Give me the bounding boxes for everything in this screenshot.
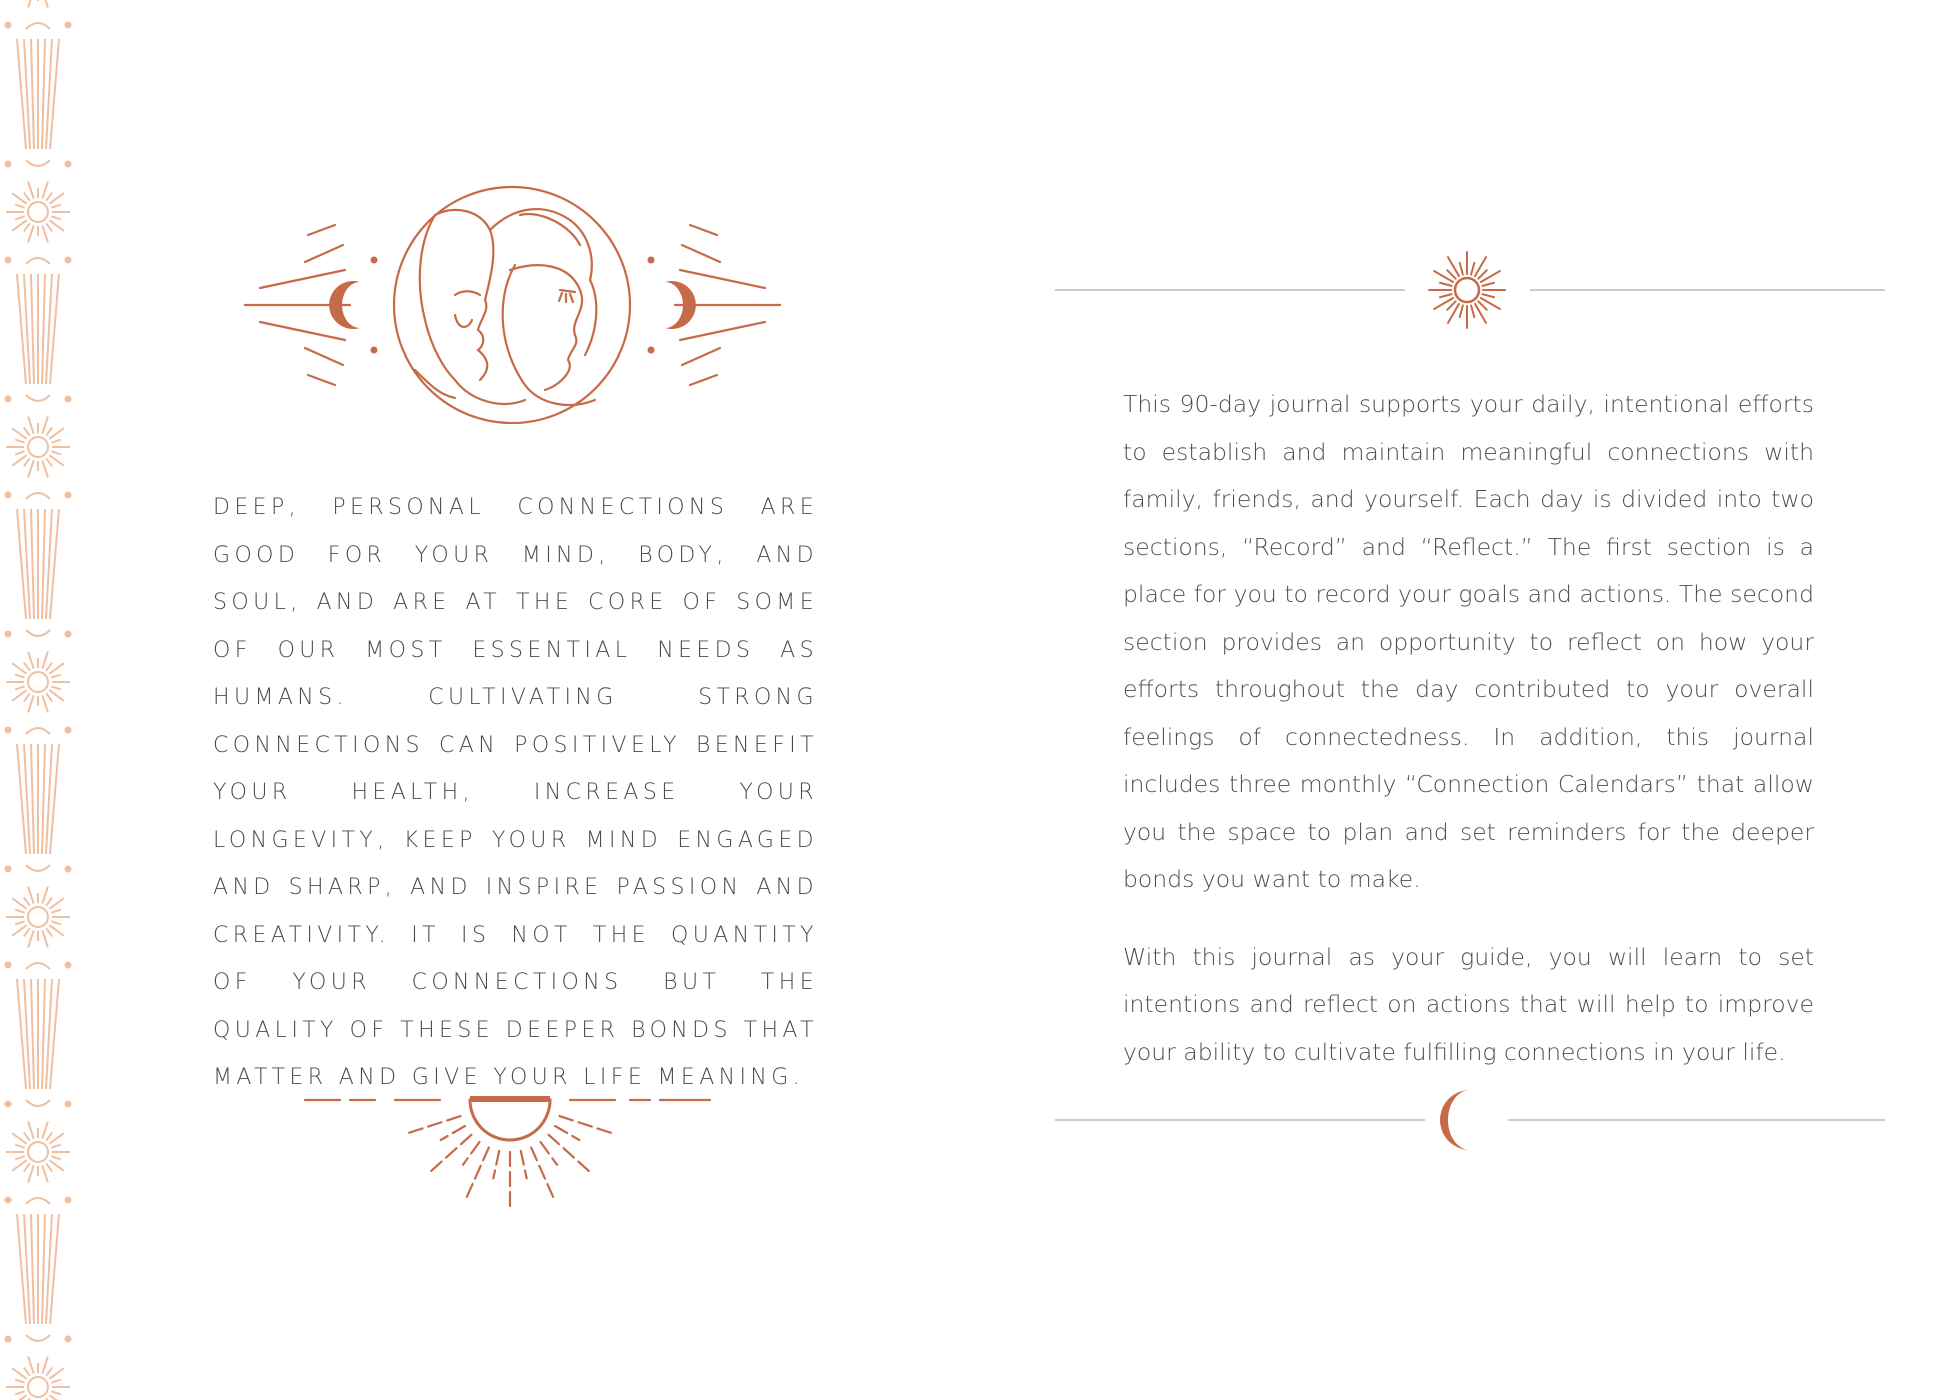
description-text xyxy=(1123,381,1814,1106)
half-sun-rays-icon xyxy=(300,1085,720,1220)
sun-moon-border-pattern xyxy=(0,0,80,1400)
two-faces-circle-emblem xyxy=(240,170,800,440)
intro-text: DEEP, PERSONAL CONNECTIONS ARE GOOD FOR YOUR MIND, BODY, AND SOUL, AND ARE AT THE CORE OF SOME OF OUR MOST ESSENTIAL NEEDS AS HUMANS. CULTIVATING STRONG CONNECTIONS CAN POSITIVELY BENEFIT YOUR HEALTH, INCREASE YOUR LONGEVITY, KEEP YOUR MIND ENGAGED AND SHARP, AND INSPIRE PASSION AND CREATIVITY. IT IS NOT THE QUANTITY OF YOUR CONNECTIONS BUT THE QUALITY OF THESE DEEPER BONDS THAT MATTER AND GIVE YOUR LIFE MEANING. xyxy=(213,495,818,1090)
description-paragraph-1: This 90-day journal supports your daily, intentional efforts to establish and maintain meaningful connections with family, friends, and yourself. Each day is divided into two sections, “Record” and “Reflect.” The first section is a place for you to record your goals and actions. The second section provides an opportunity to reflect on how your efforts throughout the day contributed to your overall feelings of connectedness. In addition, this journal includes three monthly “Connection Calendars” that allow you the space to plan and set reminders for the deeper bonds you want to make. xyxy=(1123,390,1814,893)
description-paragraph-2: With this journal as your guide, you will learn to set intentions and reflect on actions that will help to improve your ability to cultivate fulfilling connections in your life. xyxy=(1123,942,1814,1066)
crescent-moon-divider xyxy=(1050,1075,1890,1165)
sunburst-divider xyxy=(1050,240,1890,340)
